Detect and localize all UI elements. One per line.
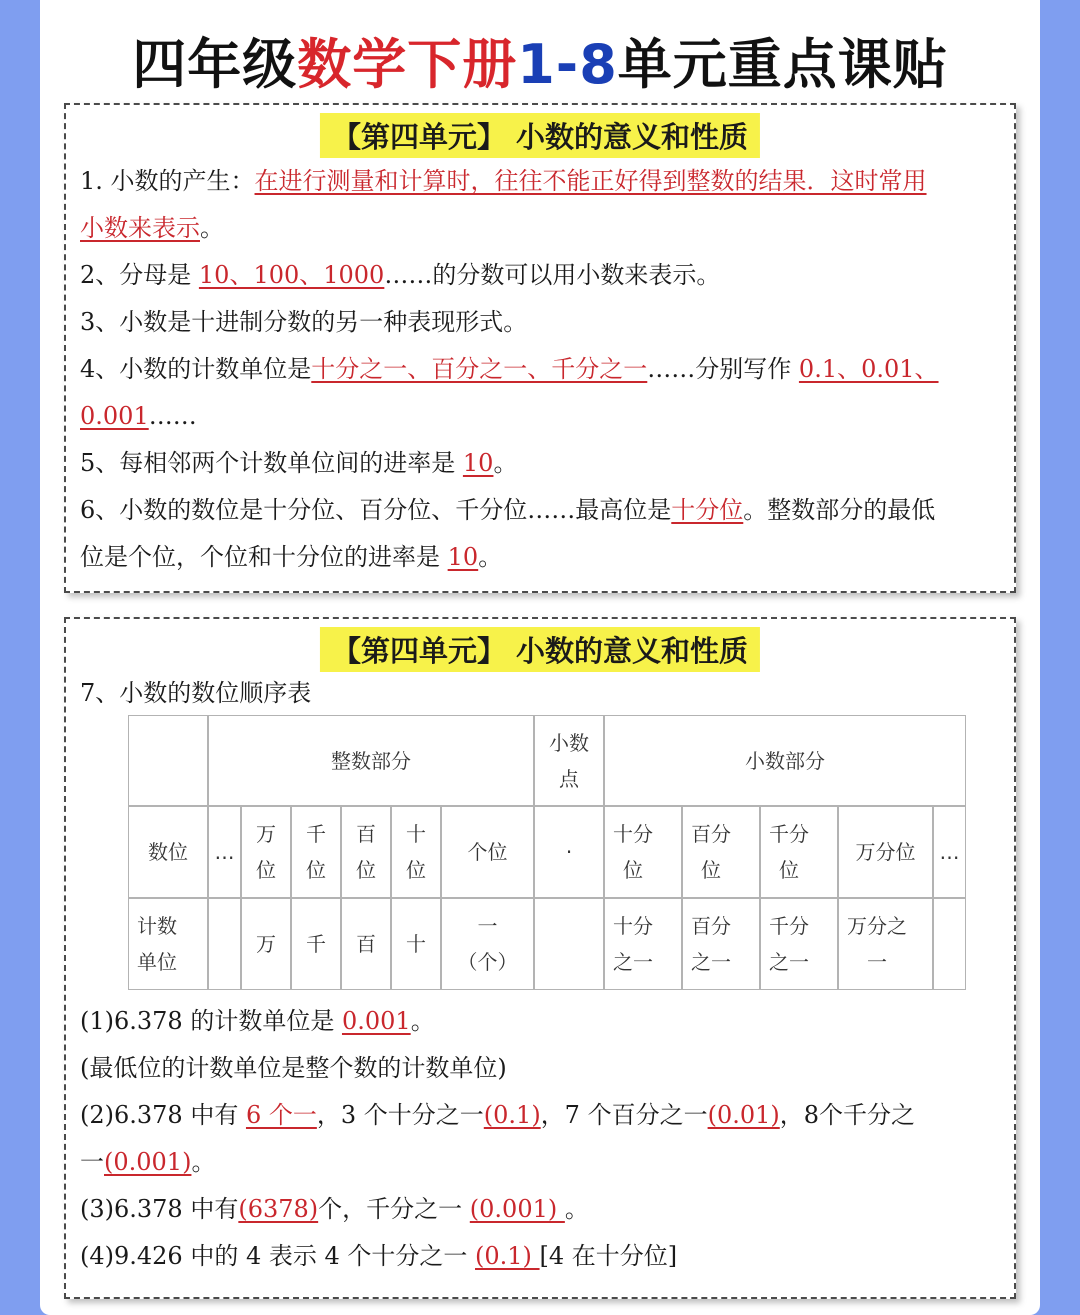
question-text: ，3 个十分之一	[316, 1101, 484, 1129]
answer-text: (6378)	[238, 1195, 319, 1223]
unit-text: 十分 之一	[613, 914, 653, 974]
punctuation: 。	[191, 1148, 216, 1176]
point-1-continued	[80, 212, 224, 244]
unit-text: 万	[256, 932, 276, 956]
unit-cell	[341, 898, 391, 990]
unit-cell	[391, 898, 441, 990]
question-text: (4)9.426 中的 4 表示 4 个十分之一	[80, 1242, 476, 1270]
punctuation: 。	[493, 449, 518, 477]
point-5-line	[80, 447, 517, 479]
point-text: ……的分数可以用小数来表示。	[384, 261, 721, 289]
title-part-range: 1-8	[517, 33, 618, 96]
point-label: 5、每相邻两个计数单位间的进率是	[80, 449, 463, 477]
unit-text: 百	[356, 932, 376, 956]
answer-text: (0.1)	[483, 1101, 541, 1129]
unit-text: 千	[306, 932, 326, 956]
answer-text: (0.001)	[469, 1195, 565, 1223]
place-cell	[291, 806, 341, 898]
row-header-place: 数位	[128, 806, 208, 898]
place-text: 百 位	[356, 822, 376, 882]
place-cell	[838, 806, 933, 898]
place-cell	[604, 806, 682, 898]
question-text: 一	[80, 1148, 104, 1176]
question-text: 个，千分之一	[318, 1195, 470, 1223]
place-text: 十分 位	[613, 822, 653, 882]
place-cell	[341, 806, 391, 898]
answer-text: 0.001	[80, 402, 149, 430]
title-part-grade: 四年级	[132, 33, 298, 96]
answer-text: (0.1)	[475, 1242, 540, 1270]
answer-text: 10	[447, 543, 479, 571]
point-text: 位是个位，个位和十分位的进率是	[80, 543, 448, 571]
question-3-line	[80, 1193, 589, 1225]
punctuation: 。	[564, 1195, 589, 1223]
question-2-continued	[80, 1146, 215, 1178]
question-text: ，8个千分之	[779, 1101, 916, 1129]
section-unit4-part1	[64, 103, 1016, 593]
point-1-line	[80, 165, 927, 197]
page-title	[0, 22, 1080, 99]
question-text: ，7 个百分之一	[540, 1101, 708, 1129]
place-cell	[534, 806, 604, 898]
place-text: …	[939, 840, 960, 864]
answer-text: 0.1、0.01、	[798, 355, 939, 383]
question-text: [4 在十分位]	[539, 1242, 678, 1270]
answer-text: 在进行测量和计算时，往往不能正好得到整数的结果．这时常用	[254, 167, 927, 195]
place-cell	[391, 806, 441, 898]
title-part-subject: 数学下册	[297, 33, 518, 96]
answer-text: 十分之一、百分之一、千分之一	[311, 355, 648, 383]
place-cell	[760, 806, 838, 898]
answer-text: 0.001	[341, 1007, 411, 1035]
question-text: (2)6.378 中有	[80, 1101, 246, 1129]
point-6-continued	[80, 541, 502, 573]
place-cell	[208, 806, 241, 898]
answer-text: 10、100、1000	[198, 261, 385, 289]
place-text: ·	[565, 840, 573, 864]
question-text: (1)6.378 的计数单位是	[80, 1007, 342, 1035]
table-corner-cell	[128, 715, 208, 806]
place-text: 千 位	[306, 822, 326, 882]
answer-text: 十分位	[671, 496, 744, 524]
unit-text: 百分 之一	[691, 914, 731, 974]
decimal-part-header: 小数部分	[604, 715, 966, 806]
title-part-rest: 单元重点课贴	[617, 33, 948, 96]
point-label: 6、小数的数位是十分位、百分位、千分位……最高位是	[80, 496, 672, 524]
decimal-point-header-text: 小数 点	[549, 730, 589, 791]
place-text: 万 位	[256, 822, 276, 882]
unit-cell	[441, 898, 534, 990]
unit-text: 万分之 一	[847, 914, 907, 974]
unit-cell	[208, 898, 241, 990]
unit-cell	[241, 898, 291, 990]
unit-text: 一 （个）	[457, 914, 518, 974]
decimal-point-header	[534, 715, 604, 806]
integer-part-header: 整数部分	[208, 715, 534, 806]
unit-title: 【第四单元】 小数的意义和性质	[320, 627, 760, 672]
punctuation: 。	[410, 1007, 435, 1035]
point-2-line	[80, 259, 720, 291]
answer-text: 6 个一	[245, 1101, 317, 1129]
point-4-line	[80, 353, 939, 385]
unit-text: 十	[406, 932, 426, 956]
unit-cell	[682, 898, 760, 990]
table-title: 7、小数的数位顺序表	[80, 679, 312, 707]
question-text: (3)6.378 中有	[80, 1195, 239, 1223]
place-text: …	[214, 840, 235, 864]
place-text: 百分 位	[691, 822, 731, 882]
unit-cell	[604, 898, 682, 990]
unit-cell	[291, 898, 341, 990]
place-text: 万分位	[855, 840, 916, 864]
point-text: ……	[148, 402, 197, 430]
punctuation: 。	[478, 543, 503, 571]
punctuation: 。	[200, 214, 224, 242]
point-3-line: 3、小数是十进制分数的另一种表现形式。	[80, 308, 528, 336]
point-text: ……分别写作	[647, 355, 799, 383]
place-cell	[682, 806, 760, 898]
point-label: 2、分母是	[80, 261, 199, 289]
point-4-continued	[80, 400, 197, 432]
section-unit4-part2	[64, 617, 1016, 1299]
point-text: 。整数部分的最低	[743, 496, 936, 524]
answer-text: (0.001)	[104, 1148, 192, 1176]
row-header-unit-text: 计数 单位	[137, 914, 177, 974]
place-text: 十 位	[406, 822, 426, 882]
unit-cell	[838, 898, 933, 990]
unit-cell	[933, 898, 966, 990]
row-header-unit	[128, 898, 208, 990]
answer-text: (0.01)	[707, 1101, 780, 1129]
answer-text: 10	[462, 449, 494, 477]
question-2-line	[80, 1099, 915, 1131]
place-text: 千分 位	[769, 822, 809, 882]
question-1-line	[80, 1005, 435, 1037]
unit-cell	[534, 898, 604, 990]
unit-title: 【第四单元】 小数的意义和性质	[320, 113, 760, 158]
place-text: 个位	[467, 840, 508, 864]
question-1-note: (最低位的计数单位是整个数的计数单位)	[80, 1054, 507, 1082]
point-label: 4、小数的计数单位是	[80, 355, 312, 383]
place-cell	[933, 806, 966, 898]
place-cell	[241, 806, 291, 898]
answer-text: 小数来表示	[80, 214, 200, 242]
unit-text: 千分 之一	[769, 914, 809, 974]
question-4-line	[80, 1240, 677, 1272]
point-6-line	[80, 494, 935, 526]
place-value-table	[128, 715, 968, 990]
point-label: 1. 小数的产生：	[80, 167, 255, 195]
place-cell	[441, 806, 534, 898]
unit-cell	[760, 898, 838, 990]
